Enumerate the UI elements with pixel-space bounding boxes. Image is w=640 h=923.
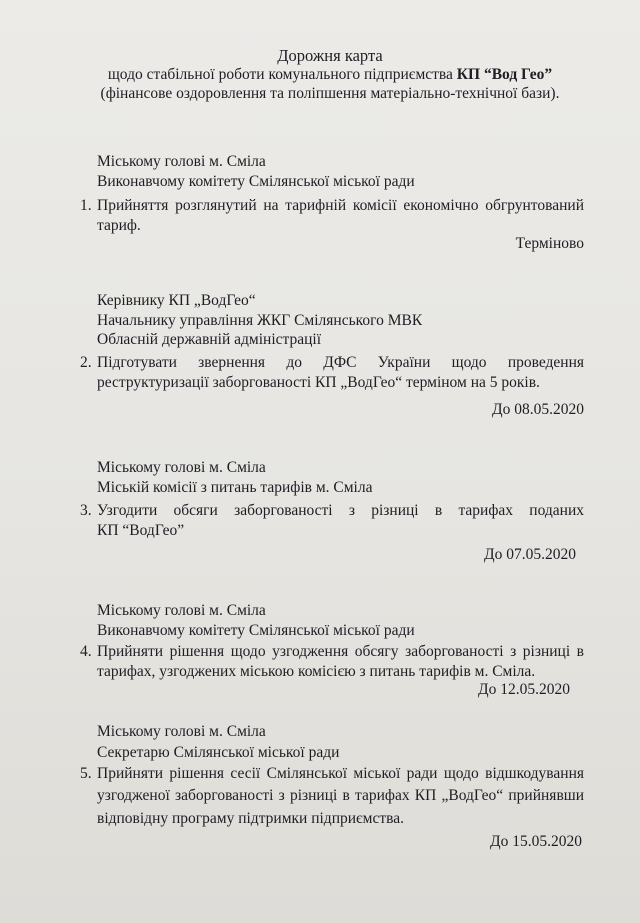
item-1-deadline: Терміново [515, 235, 584, 252]
item-5-recipient-1: Міському голові м. Сміла [97, 723, 266, 740]
item-3-deadline: До 07.05.2020 [484, 546, 576, 563]
item-4-recipient-1: Міському голові м. Сміла [97, 602, 266, 619]
item-5-deadline: До 15.05.2020 [490, 833, 582, 850]
item-2-text-line-2: реструктуризації заборгованості КП „ВодГео“ терміном на 5 років. [97, 374, 540, 391]
item-4-text-line-1: Прийняти рішення щодо узгодження обсягу заборгованості з різниці в [97, 643, 584, 660]
item-5-recipient-2: Секретарю Смілянської міської ради [97, 744, 340, 761]
item-5-text-line-2: узгодженої заборгованості з різниці в тарифах КП „ВодГео“ прийнявши [97, 787, 584, 804]
item-3-recipient-2: Міській комісії з питань тарифів м. Сміла [97, 479, 373, 496]
document-title: Дорожня карта [277, 46, 383, 65]
item-1-number: 1. [80, 197, 92, 214]
company-name: КП “Вод Гео” [456, 66, 553, 83]
item-4-text-line-2: тарифах, узгоджених міською комісією з питань тарифів м. Сміла. [97, 663, 536, 680]
document-subtitle-note: (фінансове оздоровлення та поліпшення матеріально-технічної бази). [100, 85, 560, 102]
item-3-recipient-1: Міському голові м. Сміла [97, 459, 266, 476]
item-2-text-line-1: Підготувати звернення до ДФС України щодо проведення [97, 354, 584, 371]
item-1-text-line-2: тариф. [97, 217, 141, 234]
item-1-recipient-1: Міському голові м. Сміла [97, 153, 266, 170]
item-4-number: 4. [80, 643, 92, 660]
item-3-number: 3. [80, 502, 92, 519]
item-3-text-line-2: КП “ВодГео” [97, 522, 185, 539]
item-2-recipient-1: Керівнику КП „ВодГео“ [97, 292, 256, 309]
item-3-text-line-1: Узгодити обсяги заборгованості з різниці в тарифах поданих [97, 502, 584, 519]
item-4-recipient-2: Виконавчому комітету Смілянської міської ради [97, 622, 415, 639]
document-subtitle [10, 66, 640, 84]
item-2-recipient-2: Начальнику управління ЖКГ Смілянського МВК [97, 312, 423, 329]
item-5-text-line-1: Прийняти рішення сесії Смілянської міської ради щодо відшкодування [97, 765, 584, 782]
item-5-text-line-3: відповідну програму підтримки підприємства. [97, 810, 405, 827]
item-2-deadline: До 08.05.2020 [492, 401, 584, 418]
item-1-text-line-1: Прийняття розглянутий на тарифній комісії економічно обгрунтований [97, 197, 584, 214]
item-4-deadline: До 12.05.2020 [478, 681, 570, 698]
item-2-recipient-3: Обласній державній адміністрації [97, 331, 322, 348]
item-2-number: 2. [80, 354, 92, 371]
subtitle-text: щодо стабільної роботи комунального підприємства [107, 66, 457, 83]
item-5-number: 5. [80, 765, 92, 782]
item-1-recipient-2: Виконавчому комітету Смілянської міської ради [97, 173, 415, 190]
